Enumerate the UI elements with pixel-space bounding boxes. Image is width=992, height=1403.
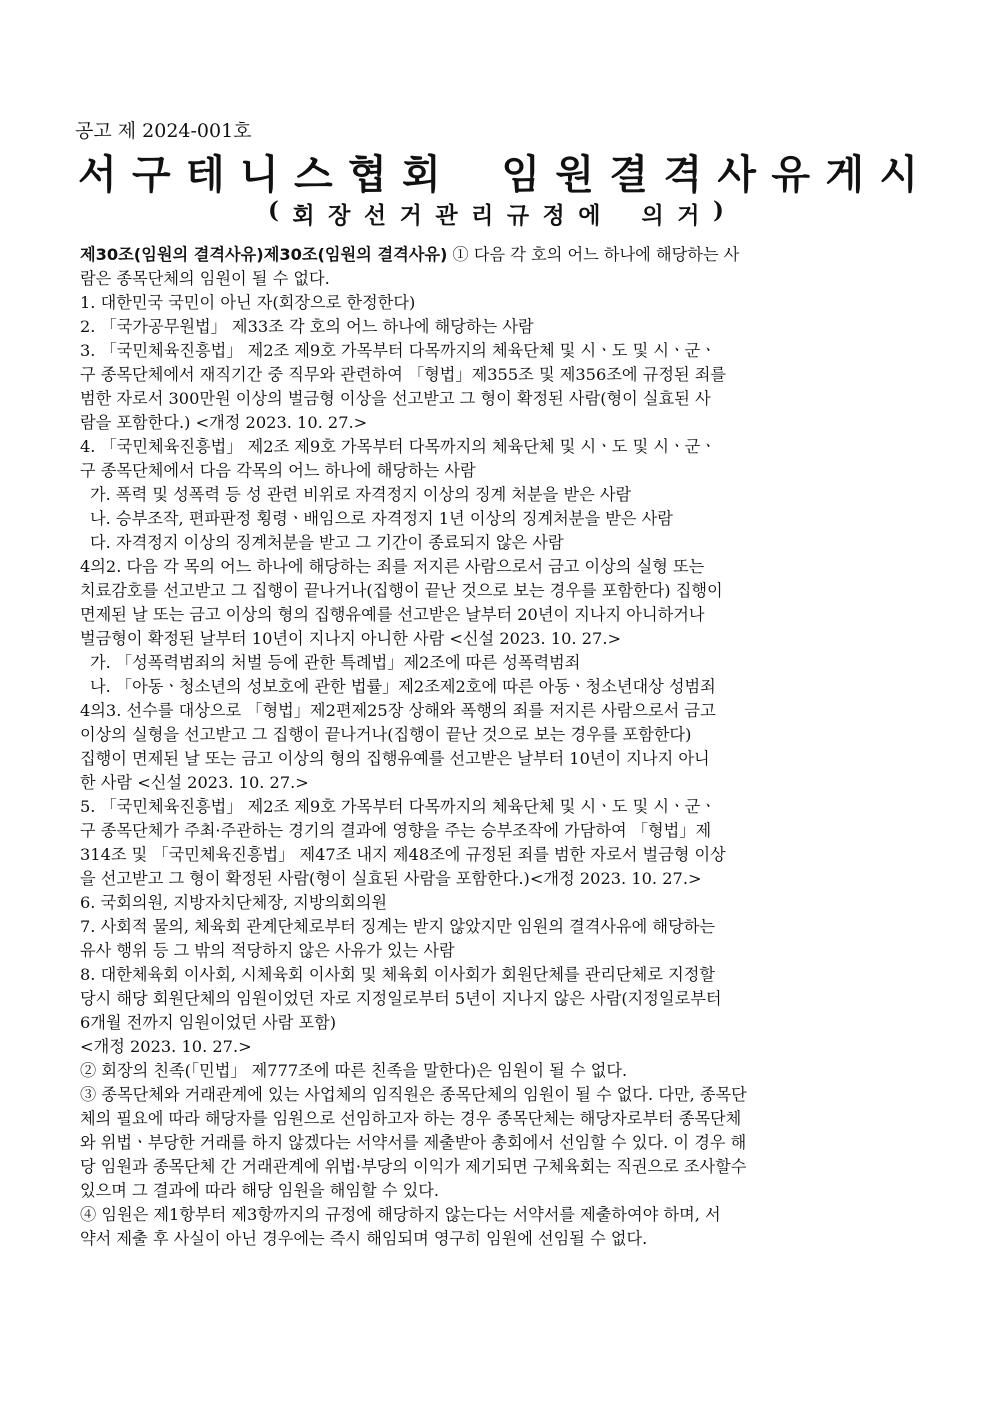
text-line: 람을 포함한다.) <개정 2023. 10. 27.>: [80, 413, 368, 432]
notice-number: 공고 제 2024-001호: [75, 120, 252, 142]
document-subtitle: [268, 197, 724, 230]
article-first-line-text: ① 다음 각 호의 어느 하나에 해당하는 사: [447, 245, 740, 264]
text-line: 구 종목단체에서 재직기간 중 직무와 관련하여 「형법」제355조 및 제356조에 규정된 죄를: [80, 365, 727, 384]
title-char: 시: [879, 151, 918, 198]
text-line: 와 위법ㆍ부당한 거래를 하지 않겠다는 서약서를 제출받아 총회에서 선임할 수 있다. 이 경우 해: [80, 1133, 747, 1152]
subtitle-char: 리: [471, 202, 494, 229]
text-line: 가. 「성폭력범죄의 처벌 등에 관한 특례법」제2조에 따른 성폭력범죄: [90, 653, 581, 672]
title-char: 게: [825, 151, 864, 198]
title-char: 테: [186, 151, 225, 198]
text-line: 가. 폭력 및 성폭력 등 성 관련 비위로 자격정지 이상의 징계 처분을 받은 사람: [90, 485, 632, 504]
subtitle-char: ): [713, 197, 724, 224]
text-line: 이상의 실형을 선고받고 그 집행이 끝나거나(집행이 끝난 것으로 보는 경우를 포함한다): [80, 725, 692, 744]
title-char: 회: [402, 151, 441, 198]
title-char: 원: [555, 151, 594, 198]
text-line: 나. 「아동ㆍ청소년의 성보호에 관한 법률」제2조제2호에 따른 아동ㆍ청소년대상 성범죄: [90, 677, 716, 696]
text-line: 당 임원과 종목단체 간 거래관계에 위법·부당의 이익가 제기되면 구체육회는 직권으로 조사할수: [80, 1157, 747, 1176]
text-line: 6개월 전까지 임원이었던 사람 포함): [80, 1013, 337, 1032]
text-line: 4의3. 선수를 대상으로 「형법」제2편제25장 상해와 폭행의 죄를 저지른 사람으로서 금고: [80, 701, 716, 720]
text-line: 한 사람 <신설 2023. 10. 27.>: [80, 773, 309, 792]
title-char: 유: [771, 151, 810, 198]
text-line: 약서 제출 후 사실이 아닌 경우에는 즉시 해임되며 영구히 임원에 선임될 수 없다.: [80, 1229, 648, 1248]
subtitle-char: 선: [363, 202, 387, 229]
article-heading: 제30조(임원의 결격사유)제30조(임원의 결격사유): [80, 245, 448, 264]
text-line: 집행이 면제된 날 또는 금고 이상의 형의 집행유예를 선고받은 날부터 10년이 지나지 아니: [80, 749, 710, 768]
text-line: ③ 종목단체와 거래관계에 있는 사업체의 임직원은 종목단체의 임원이 될 수 없다. 다만, 종목단: [80, 1085, 747, 1104]
subtitle-char: 관: [435, 202, 458, 229]
text-line: 구 종목단체에서 다음 각목의 어느 하나에 해당하는 사람: [80, 461, 476, 480]
title-char: 스: [294, 151, 333, 198]
document-title: [78, 143, 918, 200]
text-line: 314조 및 「국민체육진흥법」 제47조 내지 제48조에 규정된 죄를 범한 자로서 벌금형 이상: [80, 845, 726, 864]
text-line: 구 종목단체가 주최·주관하는 경기의 결과에 영향을 주는 승부조작에 가담하여 「형법」제: [80, 821, 712, 840]
title-char: 구: [132, 151, 171, 198]
subtitle-char: 회: [292, 202, 315, 229]
text-line: 면제된 날 또는 금고 이상의 형의 집행유예를 선고받은 날부터 20년이 지나지 아니하거나: [80, 605, 705, 624]
subtitle-char: 거: [399, 202, 422, 229]
title-gap: [456, 143, 486, 200]
text-line: 4의2. 다음 각 목의 어느 하나에 해당하는 죄를 저지른 사람으로서 금고 이상의 실형 또는: [80, 557, 705, 576]
text-line: 을 선고받고 그 형이 확정된 사람(형이 실효된 사람을 포함한다.)<개정 2023. 10. 27.>: [80, 869, 702, 888]
title-char: 격: [663, 151, 702, 198]
article-body: [80, 243, 880, 1251]
text-line: 벌금형이 확정된 날부터 10년이 지나지 아니한 사람 <신설 2023. 10. 27.>: [80, 629, 622, 648]
text-line: ④ 임원은 제1항부터 제3항까지의 규정에 해당하지 않는다는 서약서를 제출하여야 하며, 서: [80, 1205, 721, 1224]
text-line: 2. 「국가공무원법」 제33조 각 호의 어느 하나에 해당하는 사람: [80, 317, 534, 336]
subtitle-char: 거: [677, 202, 700, 229]
text-line: 체의 필요에 따라 해당자를 임원으로 선임하고자 하는 경우 종목단체는 해당자로부터 종목단체: [80, 1109, 742, 1128]
title-char: 결: [609, 151, 648, 198]
text-line: 6. 국회의원, 지방자치단체장, 지방의회의원: [80, 893, 388, 912]
text-line: 치료감호를 선고받고 그 집행이 끝나거나(집행이 끝난 것으로 보는 경우를 포함한다) 집행이: [80, 581, 723, 600]
title-char: 협: [348, 151, 387, 198]
text-line: 유사 행위 등 그 밖의 적당하지 않은 사유가 있는 사람: [80, 941, 455, 960]
text-line: <개정 2023. 10. 27.>: [80, 1037, 252, 1056]
text-line: 있으며 그 결과에 따라 해당 임원을 해임할 수 있다.: [80, 1181, 440, 1200]
text-line: 1. 대한민국 국민이 아닌 자(회장으로 한정한다): [80, 293, 416, 312]
text-line: 범한 자로서 300만원 이상의 벌금형 이상을 선고받고 그 형이 확정된 사람(형이 실효된 사: [80, 389, 711, 408]
text-line: 4. 「국민체육진흥법」 제2조 제9호 가목부터 다목까지의 체육단체 및 시ㆍ도 및 시ㆍ군ㆍ: [80, 437, 716, 456]
subtitle-char: 규: [506, 202, 530, 229]
title-char: 임: [501, 151, 540, 198]
text-line: 8. 대한체육회 이사회, 시체육회 이사회 및 체육회 이사회가 회원단체를 관리단체로 지정할: [80, 965, 715, 984]
article-first-line: [80, 243, 880, 267]
text-line: 5. 「국민체육진흥법」 제2조 제9호 가목부터 다목까지의 체육단체 및 시ㆍ도 및 시ㆍ군ㆍ: [80, 797, 716, 816]
subtitle-char: 장: [328, 202, 351, 229]
title-char: 서: [78, 151, 117, 198]
subtitle-char: 에: [578, 202, 601, 229]
subtitle-char: 정: [542, 202, 565, 229]
text-line: 다. 자격정지 이상의 징계처분을 받고 그 기간이 종료되지 않은 사람: [90, 533, 564, 552]
text-line: 나. 승부조작, 편파판정 횡령ㆍ배임으로 자격정지 1년 이상의 징계처분을 받은 사람: [90, 509, 673, 528]
title-char: 사: [717, 151, 756, 198]
title-char: 니: [240, 151, 279, 198]
subtitle-char: 의: [641, 202, 664, 229]
text-line: 당시 해당 회원단체의 임원이었던 자로 지정일로부터 5년이 지나지 않은 사람(지정일로부터: [80, 989, 722, 1008]
subtitle-gap: [614, 197, 628, 230]
text-line: 람은 종목단체의 임원이 될 수 없다.: [80, 269, 330, 288]
subtitle-char: (: [268, 197, 279, 224]
text-line: 7. 사회적 물의, 체육회 관계단체로부터 징계는 받지 않았지만 임원의 결격사유에 해당하는: [80, 917, 715, 936]
text-line: 3. 「국민체육진흥법」 제2조 제9호 가목부터 다목까지의 체육단체 및 시ㆍ도 및 시ㆍ군ㆍ: [80, 341, 716, 360]
text-line: ② 회장의 친족(「민법」 제777조에 따른 친족을 말한다)은 임원이 될 수 없다.: [80, 1061, 628, 1080]
